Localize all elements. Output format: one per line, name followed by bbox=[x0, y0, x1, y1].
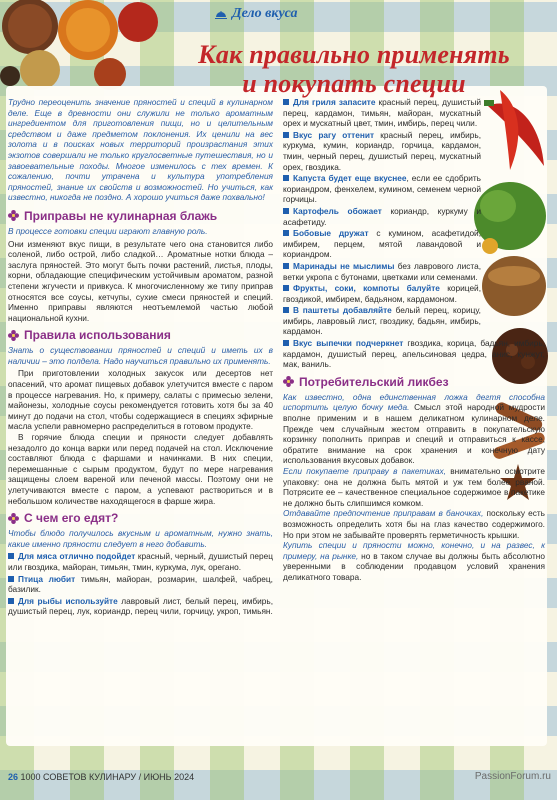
list-item bbox=[283, 305, 481, 337]
section-paragraph: В горячие блюда специи и пряности следует добавлять незадолго до конца варки или перед подачей на стол. Исключение составляют блюда с фаршами и начинками. В них специи, перемешанные с сырым продуктом, будут по мере нагревания защищены слоем вареной или печеной массы. Поэтому они не улетучиваются вместе с паром, а успевают раствориться и в небольшом количестве находящегося в фарше жира. bbox=[8, 432, 273, 506]
square-bullet-icon bbox=[283, 263, 289, 269]
list-item bbox=[8, 574, 273, 595]
paragraph-lead: Если покупаете приправу в пакетиках, bbox=[283, 466, 446, 476]
paragraph-text: поскольку есть возможность определить хотя бы на глаз качество содержимого. Но при этом не забывайте проверять герметичность крышки. bbox=[283, 508, 545, 540]
square-bullet-icon bbox=[283, 340, 289, 346]
list-item bbox=[283, 228, 481, 260]
section-title: Правила использования bbox=[24, 328, 171, 343]
page-footer bbox=[8, 772, 194, 782]
rubric-header bbox=[214, 6, 298, 22]
paragraph-lead: Как известно, одна единственная ложка дегтя способна испортить целую бочку меда. bbox=[283, 391, 545, 413]
page-number: 26 bbox=[8, 772, 19, 782]
right-list-narrow bbox=[283, 97, 481, 337]
section-title: Приправы не кулинарная блажь bbox=[24, 208, 218, 223]
item-highlight: Бобовые дружат bbox=[293, 228, 369, 239]
item-text: лавровый лист, белый перец, имбирь, душистый перец, лук, кориандр, перец чили, горчицу, укроп, тимьян. bbox=[8, 595, 274, 617]
list-item bbox=[283, 261, 481, 282]
list-item bbox=[8, 551, 273, 572]
paragraph-text: но в таком случае вы должны быть абсолютно уверенными в соблюдении продавцом условий хранения деликатного товара. bbox=[283, 550, 545, 582]
section-heading-seasonings bbox=[8, 209, 273, 223]
list-item bbox=[283, 130, 481, 172]
watermark: PassionForum.ru bbox=[474, 771, 551, 782]
square-bullet-icon bbox=[8, 553, 14, 559]
section-paragraph bbox=[283, 392, 545, 466]
item-highlight: Для гриля запасите bbox=[293, 97, 376, 107]
intro-paragraph: Трудно переоценить значение пряностей и специй в кулинарном деле. Еще в древности они служили не только ароматным ингредиентом для приготовления пищи, но и целительным средством и даже предметом поклонения. Их ценили на вес золота и в поисках новых территорий произрастания этих экзотов совершали не только круглосветные путешествия, но и завоевательные походы. Многое изменилось с тех времен. К сожалению, почти утрачена и культура употребления пряностей, знание их свойств и возможностей. Но учиться, как известно, никогда не поздно. А хорошо учиться даже похвально! bbox=[8, 97, 273, 203]
flower-icon bbox=[8, 210, 19, 221]
square-bullet-icon bbox=[283, 175, 289, 181]
item-highlight: В паштеты добавляйте bbox=[293, 305, 392, 316]
section-text: Они изменяют вкус пищи, в результате чего она становится либо соленой, либо острой, либо сладкой… Ароматные нотки блюда – заслуга пряностей. Это могут быть почки растений, листья, плоды, корни, обладающие специфическим устойчивым ароматом, разной степени жгучести и привкуса. К многочисленному же типу приправ относятся все соусы, кетчупы, сухие смеси пряностей и специй. Именно приправы являются неотъемлемой частью любой национальной кухни. bbox=[8, 238, 273, 323]
list-item bbox=[283, 206, 481, 227]
list-item bbox=[8, 596, 273, 617]
square-bullet-icon bbox=[283, 285, 289, 291]
square-bullet-icon bbox=[283, 208, 289, 214]
section-lead: Чтобы блюдо получилось вкусным и ароматным, нужно знать, какие именно пряности следует в него добавить. bbox=[8, 528, 273, 549]
item-highlight: Вкус выпечки подчеркнет bbox=[293, 338, 404, 349]
title-line-2: и покупать специи bbox=[242, 69, 466, 98]
item-text: красный перец, имбирь, куркума, кумин, кориандр, горчица, кардамон, тмин, черный перец, душистый перец, мускатный орех, гвоздика. bbox=[283, 129, 482, 172]
item-text: тимьян, майоран, розмарин, шалфей, чабрец, базилик. bbox=[8, 573, 273, 595]
square-bullet-icon bbox=[8, 598, 14, 604]
item-highlight: Вкус рагу оттенит bbox=[293, 129, 375, 140]
paragraph-text: внимательно осмотрите упаковку: она не должна быть мятой и уж тем более рваной. Потрясите ее – качественное специальное содержимое в пакетике не должно быть слипшимся комком. bbox=[283, 466, 545, 508]
section-title: Потребительский ликбез bbox=[299, 374, 449, 389]
item-text: без лаврового листа, ветки укропа с бутонами, цветками или семенами. bbox=[283, 260, 481, 282]
item-highlight: Птица любит bbox=[18, 573, 76, 584]
paragraph-lead: Отдавайте предпочтение приправам в баночках, bbox=[283, 508, 484, 519]
item-text: , если ее сдобрить кориандром, фенхелем, кумином, семенем черной горчицы. bbox=[283, 173, 481, 205]
item-text: белый перец, корицу, имбирь, лавровый лист, гвоздику, бадьян, имбирь, кардамон. bbox=[283, 305, 481, 337]
item-highlight: Маринады не мыслимы bbox=[293, 260, 395, 271]
paragraph-text: Смысл этой народной мудрости вполне применим и в нашем деликатном кулинарном деле. Прежде чем случайным жестом отправить в покупательскую корзинку пополнить приправ и специй и отправиться к кассе, обратите внимание на срок хранения и конечную дату использования вкусовых добавок. bbox=[283, 402, 546, 466]
section-heading-consumer bbox=[283, 375, 545, 389]
list-item bbox=[283, 97, 481, 129]
flower-icon bbox=[283, 376, 294, 387]
list-item bbox=[283, 173, 481, 205]
item-highlight: Фрукты, соки, компоты балуйте bbox=[293, 283, 440, 294]
item-highlight: Картофель обожает bbox=[293, 205, 382, 216]
cloche-icon bbox=[214, 8, 228, 20]
item-highlight: Для мяса отлично подойдет bbox=[18, 551, 136, 562]
section-paragraph bbox=[283, 466, 545, 508]
title-line-1: Как правильно применять bbox=[198, 40, 510, 69]
left-column bbox=[8, 97, 273, 618]
paragraph-lead: Купить специи и пряности можно, конечно, и на развес, к примеру, на рынке, bbox=[283, 540, 545, 561]
item-text: кориандр, куркуму и асафетиду. bbox=[283, 205, 481, 227]
flower-icon bbox=[8, 513, 19, 524]
section-title: С чем его едят? bbox=[24, 511, 119, 526]
item-text: красный перец, душистый перец, кардамон, тимьян, майоран, мускатный орех и мускатный цвет, тмин, имбирь, перец чили. bbox=[283, 97, 481, 129]
item-text: красный, черный, душистый перец или гвоздика, майоран, тимьян, тмин, куркума, лук, орегано. bbox=[8, 551, 273, 572]
spices-photo-top bbox=[0, 0, 170, 92]
square-bullet-icon bbox=[283, 132, 289, 138]
right-column bbox=[283, 97, 545, 583]
section-paragraph bbox=[283, 508, 545, 540]
item-text: корицей, гвоздикой, имбирем, бадьяном, кардамоном. bbox=[283, 283, 481, 304]
square-bullet-icon bbox=[8, 576, 14, 582]
square-bullet-icon bbox=[283, 230, 289, 236]
section-lead: Знать о существовании пряностей и специй и иметь их в наличии – это полдела. Надо научиться правильно их применять. bbox=[8, 345, 273, 366]
list-item bbox=[283, 283, 481, 304]
item-text: с кумином, асафетидой, имбирем, перцем, мятой лавандовой и кориандром. bbox=[283, 228, 481, 260]
rubric-title: Дело вкуса bbox=[232, 6, 298, 21]
item-text: гвоздика, корица, бадьян, имбирь, кардамон, душистый перец, апельсиновая цедра, анис, кунжут, мак, ваниль. bbox=[283, 338, 545, 370]
section-heading-rules bbox=[8, 328, 273, 342]
list-item bbox=[283, 338, 545, 370]
section-paragraph: При приготовлении холодных закусок или десертов нет опасений, что аромат пищевых добавок улетучится вместе с паром в процессе нагревания. Но, к примеру, салаты с примесью зелени, майонезы, холодные соусы рекомендуется готовить хотя бы за 40 минут до подачи на стол, чтобы содержащиеся в специях эфирные масла успели равномерно распределиться в готовом продукте. bbox=[8, 368, 273, 432]
section-paragraph bbox=[283, 540, 545, 582]
square-bullet-icon bbox=[283, 99, 289, 105]
magazine-issue: 1000 СОВЕТОВ КУЛИНАРУ / ИЮНЬ 2024 bbox=[20, 772, 195, 782]
item-highlight: Капуста будет еще вкуснее bbox=[293, 173, 407, 184]
square-bullet-icon bbox=[283, 307, 289, 313]
flower-icon bbox=[8, 330, 19, 341]
item-highlight: Для рыбы используйте bbox=[18, 595, 118, 606]
section-heading-what-to-eat bbox=[8, 511, 273, 525]
section-lead: В процессе готовки специи играют главную роль. bbox=[8, 225, 208, 236]
